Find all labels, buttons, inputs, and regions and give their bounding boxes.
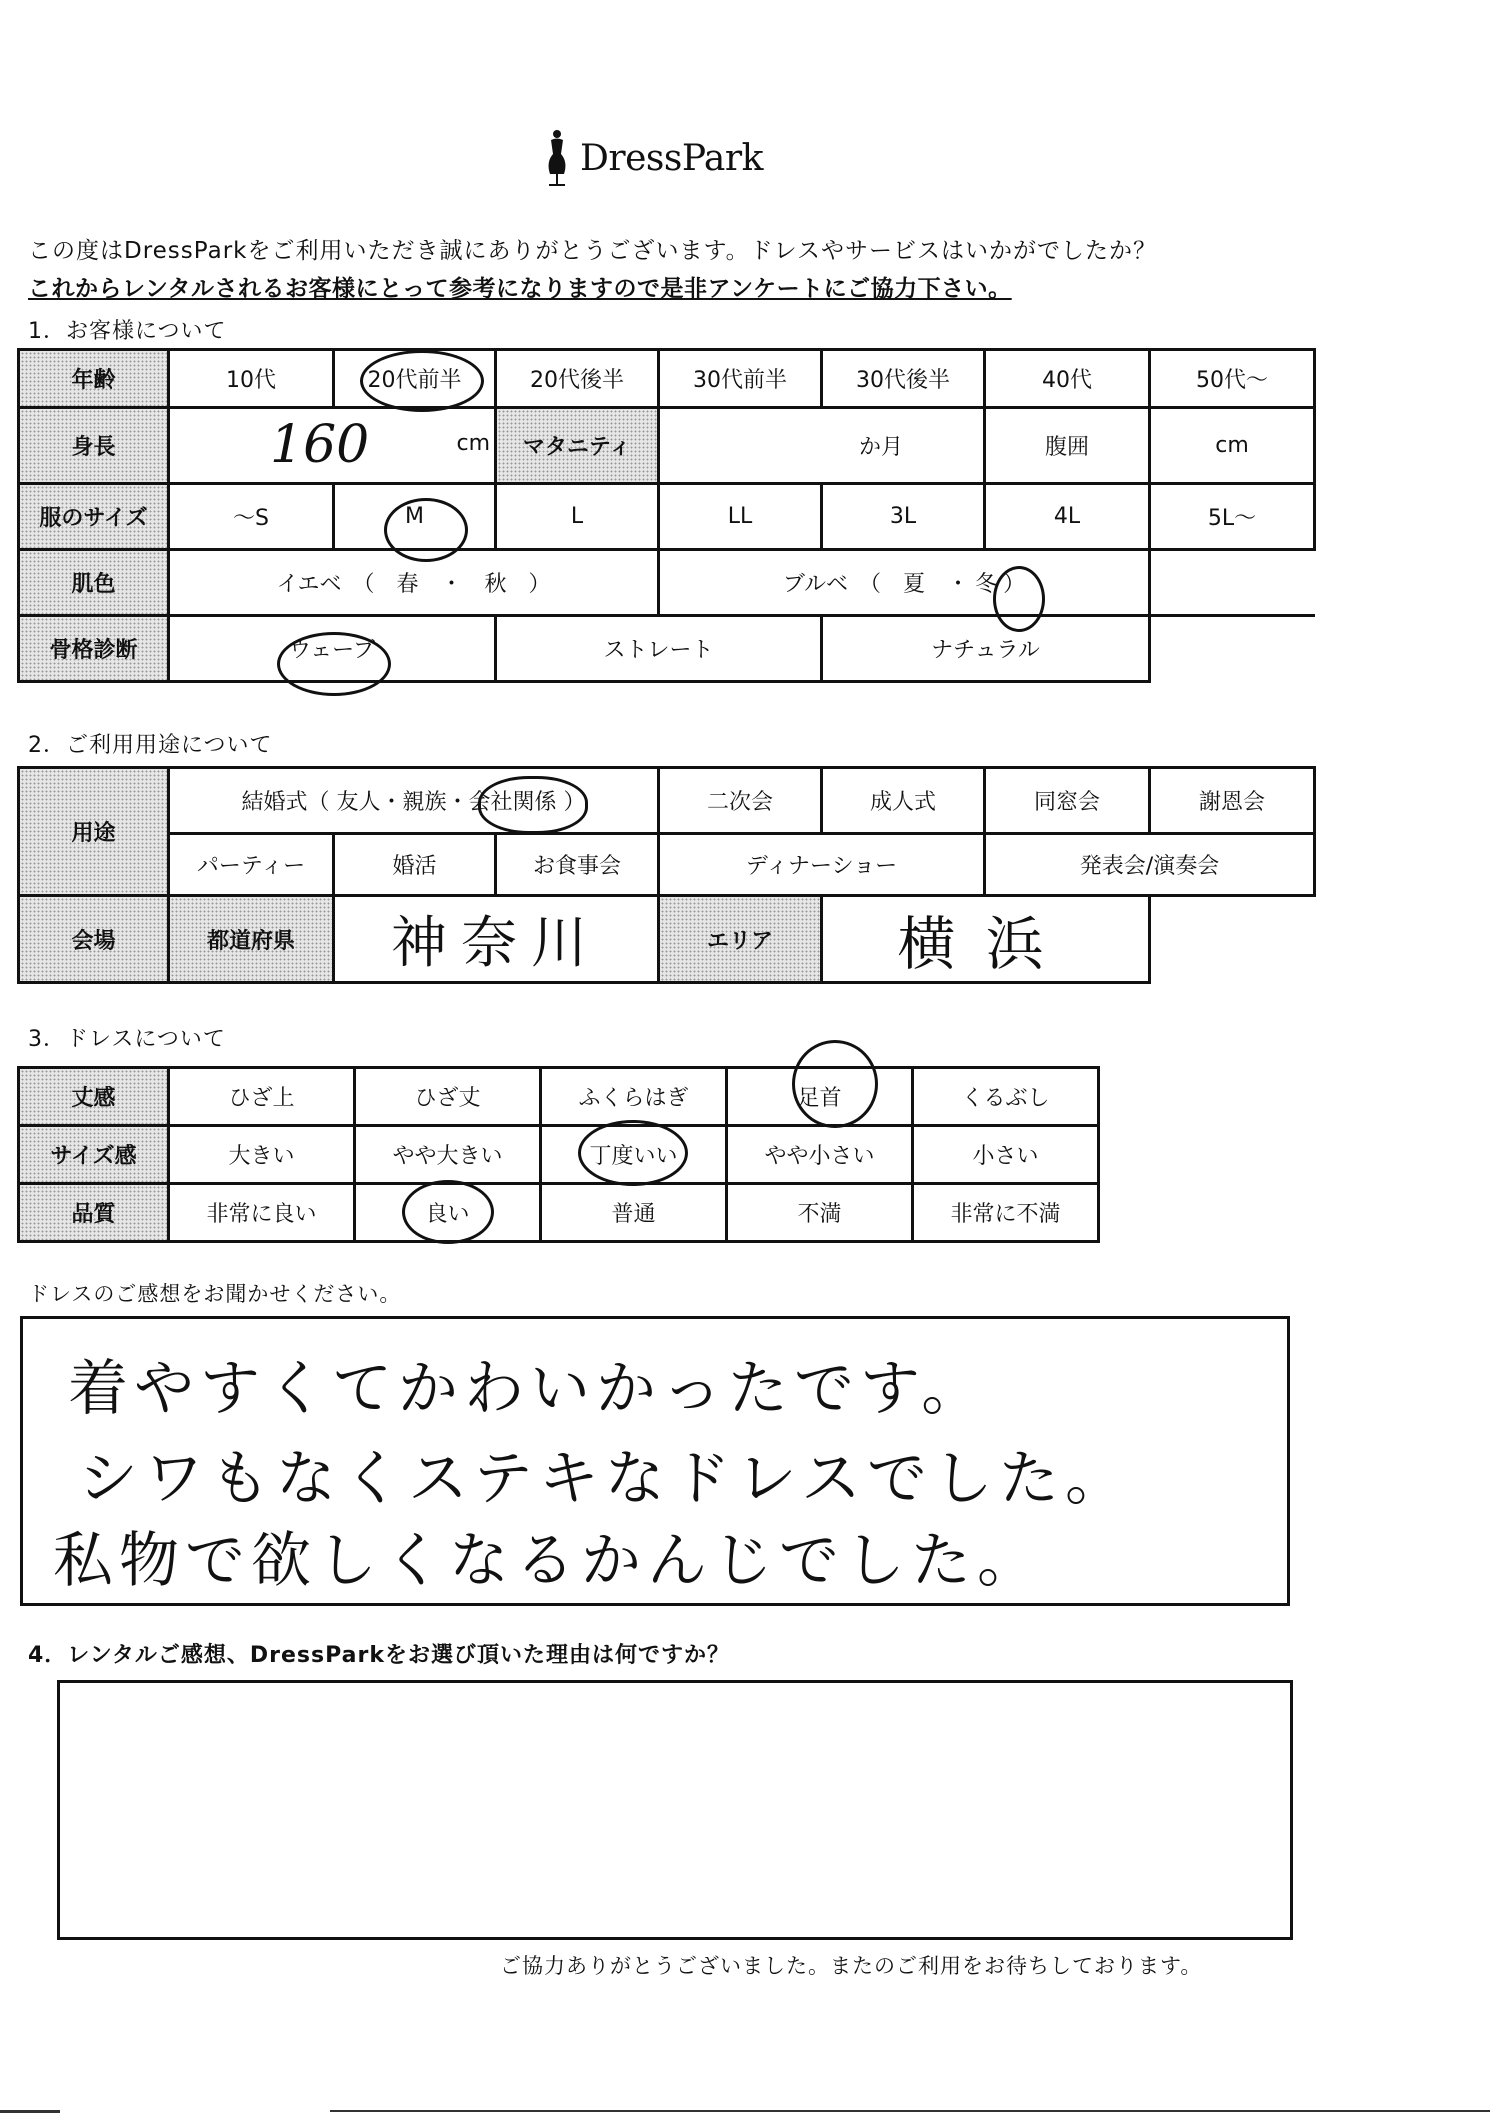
dress-form-icon — [540, 128, 574, 188]
length-option[interactable]: ひざ丈 — [355, 1068, 541, 1126]
size-option[interactable]: LL — [659, 484, 822, 550]
age-option[interactable]: 50代～ — [1150, 350, 1315, 408]
purpose-row-1 — [19, 768, 1315, 834]
age-option[interactable]: 30代前半 — [659, 350, 822, 408]
venue-row — [19, 896, 1315, 983]
size-option[interactable]: L — [496, 484, 659, 550]
height-row — [19, 408, 1315, 484]
skin-yellow-option[interactable]: イエベ （ 春 ・ 秋 ） — [169, 550, 659, 616]
fit-label: サイズ感 — [19, 1126, 169, 1184]
quality-option[interactable]: 非常に良い — [169, 1184, 355, 1242]
length-option[interactable]: くるぶし — [913, 1068, 1099, 1126]
fit-option[interactable]: やや大きい — [355, 1126, 541, 1184]
length-option-selected[interactable]: 足首 — [727, 1068, 913, 1126]
section2-title: 2．ご利用用途について — [28, 733, 273, 758]
prefecture-value: 神奈川 — [391, 911, 601, 976]
length-option[interactable]: ふくらはぎ — [541, 1068, 727, 1126]
purpose-table — [17, 766, 1316, 984]
frame-label: 骨格診断 — [19, 616, 169, 682]
skin-label: 肌色 — [19, 550, 169, 616]
maternity-label: マタニティ — [496, 408, 659, 484]
quality-label: 品質 — [19, 1184, 169, 1242]
comment-box[interactable] — [20, 1316, 1290, 1606]
age-option[interactable]: 30代後半 — [822, 350, 985, 408]
maternity-months-field[interactable] — [659, 408, 985, 484]
months-label: か月 — [858, 435, 903, 460]
purpose-option[interactable]: 成人式 — [822, 768, 985, 834]
section1-title: 1．お客様について — [28, 319, 227, 344]
customer-table — [17, 348, 1316, 683]
comment-line: 着やすくてかわいかったです。 — [68, 1354, 988, 1424]
dress-table — [17, 1066, 1100, 1243]
age-option[interactable]: 10代 — [169, 350, 334, 408]
height-label: 身長 — [19, 408, 169, 484]
frame-option[interactable]: ストレート — [496, 616, 822, 682]
venue-label: 会場 — [19, 896, 169, 983]
waist-unit: cm — [1215, 433, 1249, 458]
waist-label: 腹囲 — [985, 408, 1150, 484]
section4-title: 4．レンタルご感想、DressParkをお選び頂いた理由は何ですか？ — [28, 1643, 730, 1668]
area-value: 横浜 — [897, 910, 1074, 978]
area-label: エリア — [659, 896, 822, 983]
comment-prompt: ドレスのご感想をお聞かせください。 — [28, 1282, 402, 1306]
purpose-option[interactable]: お食事会 — [496, 834, 659, 896]
blank-cell — [1150, 550, 1315, 616]
quality-option[interactable]: 不満 — [727, 1184, 913, 1242]
frame-row — [19, 616, 1315, 682]
size-option[interactable]: 5L～ — [1150, 484, 1315, 550]
length-option[interactable]: ひざ上 — [169, 1068, 355, 1126]
footer-thanks: ご協力ありがとうございました。またのご利用をお待ちしております。 — [500, 1954, 1203, 1978]
size-option[interactable]: 4L — [985, 484, 1150, 550]
fit-option[interactable]: 大きい — [169, 1126, 355, 1184]
fit-option[interactable]: 小さい — [913, 1126, 1099, 1184]
wedding-selected: 会社関係 — [468, 790, 557, 815]
length-row — [19, 1068, 1099, 1126]
purpose-option[interactable]: 同窓会 — [985, 768, 1150, 834]
comment-line: 私物で欲しくなるかんじでした。 — [53, 1526, 1043, 1596]
reason-box[interactable] — [57, 1680, 1293, 1940]
purpose-option[interactable]: パーティー — [169, 834, 334, 896]
blank-cell — [1150, 896, 1315, 983]
quality-option[interactable]: 非常に不満 — [913, 1184, 1099, 1242]
frame-option[interactable]: ナチュラル — [822, 616, 1150, 682]
age-option[interactable]: 40代 — [985, 350, 1150, 408]
scan-edge-line — [330, 2110, 1490, 2112]
size-label: 服のサイズ — [19, 484, 169, 550]
age-option[interactable]: 20代後半 — [496, 350, 659, 408]
scan-edge-line — [0, 2110, 60, 2113]
purpose-option[interactable]: 発表会/演奏会 — [985, 834, 1315, 896]
size-option[interactable]: ～S — [169, 484, 334, 550]
wedding-text: 結婚式（ 友人・親族・ — [241, 790, 469, 815]
blank-cell — [1150, 616, 1315, 682]
purpose-option[interactable]: 婚活 — [334, 834, 496, 896]
brand-name: DressPark — [580, 138, 763, 179]
intro-request: これからレンタルされるお客様にとって参考になりますので是非アンケートにご協力下さい。 — [28, 276, 1012, 302]
prefecture-field[interactable] — [334, 896, 659, 983]
skin-blue-option[interactable] — [659, 550, 1150, 616]
purpose-option[interactable]: 二次会 — [659, 768, 822, 834]
wedding-close: ） — [556, 790, 586, 815]
waist-field[interactable] — [1150, 408, 1315, 484]
height-unit: cm — [456, 431, 490, 456]
length-label: 丈感 — [19, 1068, 169, 1126]
quality-option[interactable]: 普通 — [541, 1184, 727, 1242]
skin-blue-selected: 冬 — [975, 572, 998, 597]
brand-logo — [540, 128, 800, 188]
skin-blue-close: ） — [1003, 572, 1026, 597]
height-value: 160 — [270, 415, 370, 475]
size-option[interactable]: 3L — [822, 484, 985, 550]
fit-option[interactable]: やや小さい — [727, 1126, 913, 1184]
size-option-selected[interactable]: M — [334, 484, 496, 550]
skin-blue-text: ブルベ （ 夏 ・ — [782, 572, 970, 597]
comment-line: シワもなくステキなドレスでした。 — [78, 1444, 1131, 1514]
quality-row — [19, 1184, 1099, 1242]
fit-option-selected[interactable]: 丁度いい — [541, 1126, 727, 1184]
fit-row — [19, 1126, 1099, 1184]
purpose-row-2 — [19, 834, 1315, 896]
intro-text: この度はDressParkをご利用いただき誠にありがとうございます。ドレスやサービスはいかがでしたか？ — [28, 238, 1157, 264]
age-label: 年齢 — [19, 350, 169, 408]
purpose-label: 用途 — [19, 768, 169, 896]
age-option-selected[interactable]: 20代前半 — [334, 350, 496, 408]
area-field[interactable] — [822, 896, 1150, 983]
purpose-option[interactable]: 謝恩会 — [1150, 768, 1315, 834]
skin-row — [19, 550, 1315, 616]
wedding-option[interactable] — [169, 768, 659, 834]
frame-option-selected[interactable]: ウェーブ — [169, 616, 496, 682]
section3-title: 3．ドレスについて — [28, 1027, 226, 1052]
height-field[interactable] — [169, 408, 496, 484]
size-row — [19, 484, 1315, 550]
quality-option-selected[interactable]: 良い — [355, 1184, 541, 1242]
age-row — [19, 350, 1315, 408]
prefecture-label: 都道府県 — [169, 896, 334, 983]
purpose-option[interactable]: ディナーショー — [659, 834, 985, 896]
